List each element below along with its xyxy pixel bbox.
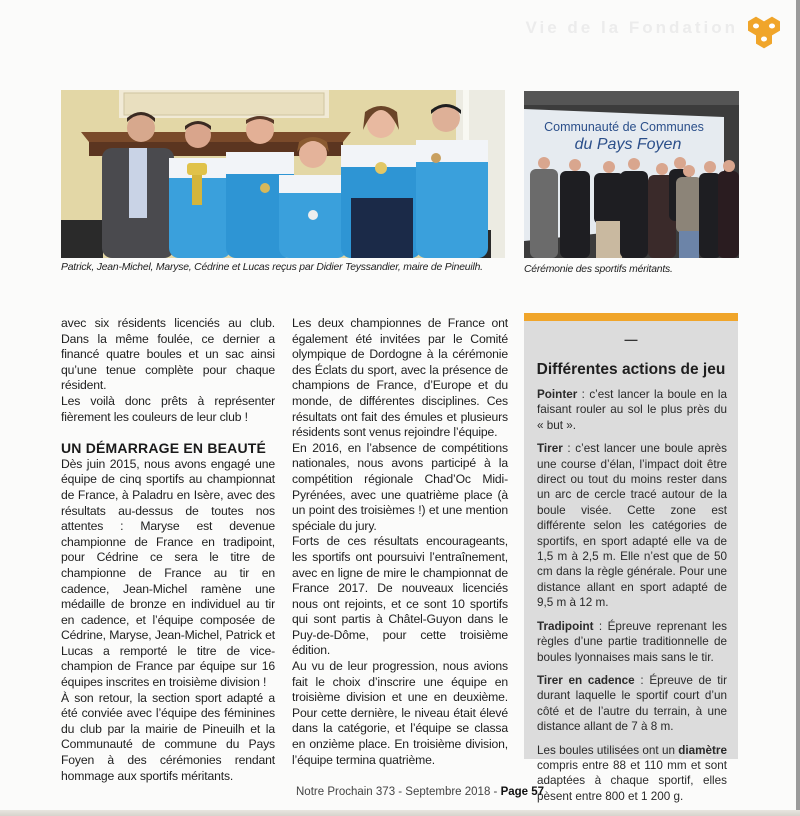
article-paragraph: En 2016, en l’absence de compétitions nationales, nous avons participé à la compétition régionale Chad’Oc Midi-Pyrénées, avec une quatrième place (à un point des troisièmes !) et une mention spéciale du jury. bbox=[292, 440, 508, 533]
sidebar-definition: Épreuve de tir durant laquelle le sportif court d’un côté et de l’autre du terrain, à une distance allant de 7 à 8 m. bbox=[537, 673, 728, 734]
page-edge-bottom bbox=[0, 810, 800, 816]
sidebar-item-boules bbox=[537, 743, 727, 805]
sidebar-item-tirer bbox=[537, 441, 727, 610]
article-paragraph: Au vu de leur progression, nous avions fait le choix d’inscrire une équipe en troisième division et une en deuxième. Pour cette dernière, le niveau était élevé dans la catégorie, et l’équipe se classa en onzième place. En troisième division, l’équipe termina quatrième. bbox=[292, 659, 508, 767]
sidebar-body bbox=[524, 387, 738, 804]
team-photo-image bbox=[61, 90, 505, 258]
sidebar-dash: — bbox=[624, 332, 638, 347]
article-paragraph: À son retour, la section sport adapté a été conviée avec l’équipe des féminines du club par la mairie de Pineuilh et la Communauté de commune du Pays Foyen à des cérémonies rendant hommage aux sportifs méritants. bbox=[61, 690, 275, 783]
ceremony-banner-line2: du Pays Foyen bbox=[574, 136, 682, 153]
sidebar-term: Tirer bbox=[537, 442, 563, 456]
section-title: Vie de la Fondation bbox=[525, 18, 738, 37]
honeycomb-icon bbox=[747, 16, 781, 50]
team-photo bbox=[61, 90, 505, 258]
sidebar-term: Tradipoint bbox=[537, 619, 594, 633]
article-column-2 bbox=[292, 316, 508, 768]
article-heading: UN DÉMARRAGE EN BEAUTÉ bbox=[61, 440, 267, 457]
ceremony-banner-line1: Communauté de Communes bbox=[544, 120, 704, 134]
sidebar-definition: Épreuve reprenant les règles d’une partie traditionnelle de boules lyonnaises mais sans le tir. bbox=[537, 619, 727, 664]
sidebar-title: Différentes actions de jeu bbox=[536, 361, 726, 378]
article-paragraph: avec six résidents licenciés au club. Dans la même foulée, ce dernier a financé quatre boules et un sac ainsi qu’une tenue complète pour chaque résident. bbox=[61, 316, 275, 393]
page-number: Page 57 bbox=[500, 786, 545, 798]
article-paragraph: Forts de ces résultats encourageants, les sportifs ont poursuivi l’entraînement, avec en ligne de mire le championnat de France 2017. De nouveaux licenciés nous ont rejoints, et ce sont 10 sportifs qui sont partis à Châtel-Guyon dans le Puy-de-Dôme, pour cette troisième édition. bbox=[292, 534, 508, 658]
sidebar-separator: : bbox=[562, 442, 576, 456]
sidebar-definition: c’est lancer une boule après une course d’élan, l’impact doit être direct ou tout du moins rester dans un arc de cercle tracé autour de la boule visée. Cette zone est différente selon les catégories de sportifs, en sport adapté elle va de 1,5 m à 2,5 m. Elle n’est que de 50 cm dans la règle générale. Pour une distance allant en sport adapté de 9,5 m à 12 m. bbox=[537, 442, 728, 610]
sidebar-term: diamètre bbox=[678, 743, 727, 757]
team-photo-caption: Patrick, Jean-Michel, Maryse, Cédrine et Lucas reçus par Didier Teyssandier, maire de Pineuilh. bbox=[61, 262, 483, 273]
sidebar-accent-bar bbox=[524, 313, 738, 321]
sidebar-term: Tirer en cadence bbox=[537, 673, 635, 687]
article-paragraph: Dès juin 2015, nous avons engagé une équipe de cinq sportifs au championnat de France, à Paladru en Isère, avec des résultats au-dessus de toutes nos attentes : Maryse est devenue championne de France en tradipoint, pour Cédrine ce sera le titre de championne de France au tir en cadence, Jean-Michel ramène une médaille de bronze en individuel au tir en cadence, et l’équipe composée de Cédrine, Maryse, Jean-Michel, Patrick et Lucas a remporté le titre de vice-champion de France par équipe sur 16 équipes inscrites en troisième division ! bbox=[61, 456, 275, 690]
sidebar-separator: : bbox=[634, 673, 650, 687]
sidebar-text: Les boules utilisées ont un bbox=[537, 743, 679, 757]
game-actions-sidebar bbox=[524, 313, 738, 803]
page-footer bbox=[296, 786, 544, 798]
sidebar-item-tirer-en-cadence bbox=[537, 673, 727, 735]
sidebar-term: Pointer bbox=[537, 388, 578, 401]
article-paragraph: Les voilà donc prêts à représenter fièrement les couleurs de leur club ! bbox=[61, 393, 275, 424]
article-paragraph: Les deux championnes de France ont également été invitées par le Comité olympique de Dordogne à la cérémonie des Éclats du sport, avec la présence de champions de France, d’Europe et du monde, de différentes disciplines. Ces résultats ont fait des émules et plusieurs résidents sont venus rejoindre l’équipe. bbox=[292, 316, 508, 440]
sidebar-item-tradipoint bbox=[537, 619, 727, 665]
sidebar-definition: c’est lancer la boule en la faisant rouler au sol le plus près du « but ». bbox=[537, 388, 727, 432]
article-column-1 bbox=[61, 316, 275, 784]
sidebar-text: compris entre 88 et 110 mm et sont adaptées à chaque sportif, elles pèsent entre 800 et 1 200 g. bbox=[537, 758, 727, 803]
publication-info: Notre Prochain 373 - Septembre 2018 - bbox=[296, 786, 501, 798]
sidebar-separator: : bbox=[593, 619, 608, 633]
ceremony-photo-image bbox=[524, 91, 739, 258]
ceremony-photo bbox=[524, 91, 739, 258]
sidebar-separator: : bbox=[577, 388, 590, 401]
page-edge bbox=[796, 0, 800, 816]
ceremony-photo-caption: Cérémonie des sportifs méritants. bbox=[524, 264, 673, 275]
sidebar-item-pointer bbox=[537, 387, 727, 433]
